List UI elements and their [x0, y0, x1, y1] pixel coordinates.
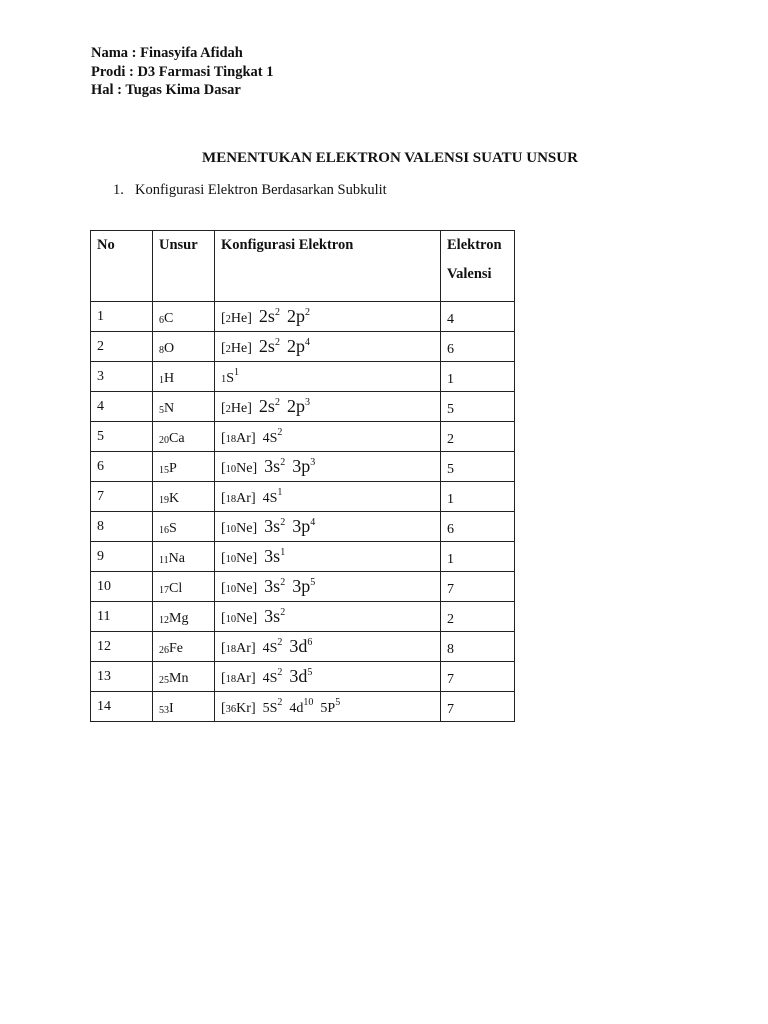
orbital: [262, 696, 283, 716]
table-row: [91, 452, 515, 482]
orbital: [292, 516, 315, 536]
orbital-label: 3s: [264, 576, 281, 596]
electron-count: 1: [280, 547, 286, 558]
atomic-number: 12: [159, 614, 169, 626]
orbital-label: 3d: [289, 636, 308, 656]
core-symbol: He: [230, 311, 248, 326]
row-number: 14: [91, 692, 153, 722]
configuration: [18Ar] $4S^2$: [221, 426, 283, 446]
orbital-label: 2s: [258, 306, 275, 326]
row-number: 8: [91, 512, 153, 542]
table-row: [91, 302, 515, 332]
core-symbol: Ar: [236, 641, 251, 656]
core-symbol: Ne: [236, 551, 253, 566]
electron-count: 5: [335, 696, 341, 708]
configuration-cell: [215, 512, 441, 542]
orbital-label: S: [226, 370, 235, 386]
section-text: Konfigurasi Elektron Berdasarkan Subkulit: [135, 182, 387, 198]
electron-count: 3: [304, 397, 310, 408]
configuration: [2He] $2s^2$ $2p^4$: [221, 336, 310, 356]
page-title: MENENTUKAN ELEKTRON VALENSI SUATU UNSUR: [202, 150, 578, 166]
valence-value: 2: [447, 431, 454, 447]
element-cell: [153, 692, 215, 722]
electron-count: 1: [277, 486, 283, 498]
orbital-label: 3p: [292, 516, 311, 536]
valence-value: 6: [447, 521, 454, 537]
row-number: 12: [91, 632, 153, 662]
orbital-label: 2p: [286, 336, 305, 356]
core-atomic-number: 18: [225, 493, 237, 505]
element-symbol: [159, 341, 174, 356]
valence-value: 4: [447, 311, 454, 327]
shell-number: 1: [221, 373, 227, 385]
electron-count: 2: [277, 637, 283, 648]
core-symbol: He: [230, 401, 248, 416]
atomic-number: 26: [159, 644, 169, 656]
orbital: [320, 696, 341, 716]
element-cell: [153, 572, 215, 602]
valence-value: 8: [447, 641, 454, 657]
orbital: [259, 336, 280, 356]
configuration: [221, 366, 240, 386]
orbital-label: 2p: [286, 306, 305, 326]
document-header: [91, 44, 273, 100]
orbital-label: 4S: [262, 490, 278, 506]
valence-cell: [441, 632, 515, 662]
configuration: [10Ne] $3s^1$: [221, 546, 286, 566]
orbital: [292, 576, 315, 596]
electron-count: 6: [307, 637, 313, 648]
configuration-cell: [215, 572, 441, 602]
core-atomic-number: 18: [225, 674, 237, 685]
valence-cell: [441, 332, 515, 362]
valence-cell: [441, 452, 515, 482]
orbital: [264, 546, 285, 566]
orbital-label: 2s: [258, 396, 275, 416]
valence-cell: [441, 662, 515, 692]
element-symbol: [159, 671, 188, 686]
table-row: [91, 482, 515, 512]
configuration: [18Ar] $4S^1$: [221, 486, 283, 506]
core-symbol: Ne: [236, 521, 253, 536]
electron-count: 3: [310, 457, 316, 468]
electron-count: 2: [274, 307, 280, 318]
configuration-cell: [215, 392, 441, 422]
header-no: No: [91, 231, 153, 302]
element-symbol: [159, 371, 174, 386]
valence-value: 7: [447, 581, 454, 597]
row-number: 6: [91, 452, 153, 482]
configuration: [18Ar] $4S^2$ $3d^6$: [221, 636, 313, 656]
orbital: [264, 516, 285, 536]
orbital-label: 3p: [292, 576, 311, 596]
orbital: [264, 606, 285, 626]
configuration: [18Ar] $4S^2$ $3d^5$: [221, 666, 313, 686]
core-atomic-number: 18: [225, 433, 237, 445]
valence-cell: [441, 422, 515, 452]
element-name: Mg: [169, 610, 189, 626]
configuration-cell: [215, 602, 441, 632]
orbital: [262, 426, 283, 446]
core-symbol: Ar: [236, 490, 251, 506]
element-cell: [153, 452, 215, 482]
element-cell: [153, 512, 215, 542]
configuration-cell: [215, 692, 441, 722]
header-unsur: Unsur: [153, 231, 215, 302]
valence-value: 2: [447, 611, 454, 627]
orbital: [287, 396, 310, 416]
configuration: [2He] $2s^2$ $2p^2$: [221, 306, 310, 326]
element-cell: [153, 302, 215, 332]
header-konfigurasi: Konfigurasi Elektron: [215, 231, 441, 302]
element-symbol: [159, 461, 177, 476]
row-number: 11: [91, 602, 153, 632]
row-number: 7: [91, 482, 153, 512]
atomic-number: 1: [159, 374, 164, 386]
valence-cell: [441, 542, 515, 572]
configuration-cell: [215, 542, 441, 572]
section-heading: [113, 182, 387, 199]
valence-table: [90, 230, 515, 722]
element-symbol: [159, 311, 173, 326]
header-valensi: Elektron Valensi: [441, 231, 515, 302]
orbital-label: 4S: [262, 641, 278, 656]
orbital-label: 3s: [264, 546, 281, 566]
orbital-label: 5S: [262, 700, 278, 716]
electron-count: 2: [304, 307, 310, 318]
configuration-cell: [215, 302, 441, 332]
orbital: [264, 576, 285, 596]
valence-value: 6: [447, 341, 454, 357]
orbital: [259, 396, 280, 416]
orbital: [289, 666, 312, 686]
orbital-label: 2s: [258, 336, 275, 356]
valence-value: 5: [447, 401, 454, 417]
orbital-label: 3p: [292, 456, 311, 476]
electron-count: 2: [280, 457, 286, 468]
atomic-number: 53: [159, 704, 169, 716]
atomic-number: 25: [159, 674, 169, 686]
configuration: [10Ne] $3s^2$ $3p^5$: [221, 576, 316, 596]
configuration: [10Ne] $3s^2$ $3p^3$: [221, 456, 316, 476]
student-name: Nama : Finasyifa Afidah: [91, 45, 243, 61]
row-number: 2: [91, 332, 153, 362]
element-symbol: [159, 431, 185, 446]
orbital-label: 3s: [264, 516, 281, 536]
atomic-number: 8: [159, 344, 164, 356]
electron-count: 2: [277, 667, 283, 678]
element-name: Cl: [169, 580, 183, 596]
core-symbol: Ar: [236, 671, 251, 686]
element-cell: [153, 632, 215, 662]
core-atomic-number: 10: [225, 614, 237, 625]
orbital: [262, 637, 283, 656]
table-row: [91, 512, 515, 542]
valence-cell: [441, 482, 515, 512]
table-row: [91, 692, 515, 722]
core-atomic-number: 2: [225, 314, 231, 325]
configuration-cell: [215, 452, 441, 482]
configuration: [36Kr] $5S^2$ $4d^{10}$ $5P^5$: [221, 696, 341, 716]
study-program: Prodi : D3 Farmasi Tingkat 1: [91, 63, 274, 80]
atomic-number: 11: [159, 554, 169, 566]
table-row: [91, 332, 515, 362]
core-symbol: Kr: [236, 700, 251, 716]
valence-value: 7: [447, 701, 454, 717]
valence-value: 1: [447, 491, 454, 507]
valence-cell: [441, 602, 515, 632]
orbital: [262, 486, 283, 506]
orbital-label: 3s: [264, 456, 281, 476]
valence-value: 7: [447, 671, 454, 687]
orbital: [292, 456, 315, 476]
table-row: [91, 362, 515, 392]
valence-cell: [441, 392, 515, 422]
core-symbol: Ne: [236, 611, 253, 626]
element-name: K: [169, 490, 180, 506]
element-cell: [153, 662, 215, 692]
table-row: [91, 602, 515, 632]
element-symbol: [159, 701, 174, 716]
orbital-label: 2p: [286, 396, 305, 416]
row-number: 13: [91, 662, 153, 692]
element-symbol: [159, 401, 174, 416]
orbital: [287, 306, 310, 326]
valence-cell: [441, 512, 515, 542]
element-symbol: [159, 611, 188, 626]
electron-count: 2: [277, 426, 283, 438]
table-row: [91, 422, 515, 452]
atomic-number: 15: [159, 464, 169, 476]
element-name: Ca: [169, 430, 185, 446]
valence-value: 1: [447, 551, 454, 567]
orbital: [289, 636, 312, 656]
element-symbol: [159, 641, 183, 656]
atomic-number: 19: [159, 494, 169, 506]
assignment-subject: Hal : Tugas Kima Dasar: [91, 82, 241, 98]
table-row: [91, 542, 515, 572]
element-cell: [153, 332, 215, 362]
core-symbol: Ar: [236, 430, 251, 446]
electron-count: 5: [310, 577, 316, 588]
core-symbol: He: [230, 341, 248, 356]
core-atomic-number: 10: [225, 524, 237, 535]
element-name: O: [164, 340, 175, 356]
orbital-label: 4d: [289, 700, 304, 716]
core-symbol: Ne: [236, 461, 253, 476]
element-cell: [153, 602, 215, 632]
core-atomic-number: 10: [225, 464, 237, 475]
element-symbol: [159, 581, 182, 596]
atomic-number: 16: [159, 524, 169, 536]
row-number: 3: [91, 362, 153, 392]
orbital-label: 3s: [264, 606, 281, 626]
configuration-cell: [215, 332, 441, 362]
core-atomic-number: 18: [225, 644, 237, 655]
configuration-cell: [215, 362, 441, 392]
atomic-number: 5: [159, 404, 164, 416]
core-atomic-number: 2: [225, 344, 231, 355]
atomic-number: 17: [159, 584, 169, 596]
electron-count: 2: [274, 397, 280, 408]
orbital-label: 4S: [262, 430, 278, 446]
orbital-label: 3d: [289, 666, 308, 686]
electron-count: 10: [303, 696, 314, 708]
element-cell: [153, 392, 215, 422]
orbital-label: 5P: [320, 700, 336, 716]
electron-count: 2: [274, 337, 280, 348]
electron-count: 2: [280, 517, 286, 528]
table-row: [91, 572, 515, 602]
valence-cell: [441, 572, 515, 602]
element-symbol: [159, 491, 179, 506]
configuration: [10Ne] $3s^2$: [221, 606, 286, 626]
electron-count: 2: [280, 577, 286, 588]
valence-value: 1: [447, 371, 454, 387]
element-name: C: [164, 310, 174, 326]
configuration-cell: [215, 662, 441, 692]
row-number: 4: [91, 392, 153, 422]
electron-count: 2: [280, 607, 286, 618]
element-symbol: [159, 551, 185, 566]
atomic-number: 20: [159, 434, 169, 446]
element-cell: [153, 482, 215, 512]
row-number: 1: [91, 302, 153, 332]
row-number: 10: [91, 572, 153, 602]
core-atomic-number: 10: [225, 554, 237, 565]
orbital: [226, 366, 240, 386]
configuration-cell: [215, 422, 441, 452]
element-cell: [153, 362, 215, 392]
electron-count: 1: [234, 366, 240, 378]
orbital: [289, 696, 314, 716]
element-name: Mn: [169, 670, 189, 686]
core-atomic-number: 10: [225, 584, 237, 595]
element-name: I: [169, 700, 174, 716]
valence-value: 5: [447, 461, 454, 477]
element-name: Fe: [169, 640, 183, 656]
electron-count: 4: [310, 517, 316, 528]
atomic-number: 6: [159, 314, 164, 326]
configuration: [10Ne] $3s^2$ $3p^4$: [221, 516, 316, 536]
core-symbol: Ne: [236, 581, 253, 596]
valence-cell: [441, 362, 515, 392]
section-number: 1.: [113, 182, 124, 198]
core-atomic-number: 2: [225, 404, 231, 415]
element-name: P: [169, 460, 177, 476]
orbital: [264, 456, 285, 476]
orbital: [287, 336, 310, 356]
element-symbol: [159, 521, 177, 536]
element-name: N: [164, 400, 175, 416]
table-header-row: [91, 231, 515, 302]
configuration-cell: [215, 482, 441, 512]
electron-count: 2: [277, 696, 283, 708]
configuration: [2He] $2s^2$ $2p^3$: [221, 396, 310, 416]
valence-cell: [441, 302, 515, 332]
element-name: H: [164, 370, 175, 386]
electron-count: 4: [304, 337, 310, 348]
element-name: Na: [168, 550, 185, 566]
valence-cell: [441, 692, 515, 722]
element-cell: [153, 542, 215, 572]
orbital: [262, 667, 283, 686]
table-row: [91, 632, 515, 662]
element-name: S: [169, 520, 177, 536]
table-row: [91, 662, 515, 692]
table-row: [91, 392, 515, 422]
row-number: 5: [91, 422, 153, 452]
element-cell: [153, 422, 215, 452]
orbital-label: 4S: [262, 671, 278, 686]
orbital: [259, 306, 280, 326]
row-number: 9: [91, 542, 153, 572]
configuration-cell: [215, 632, 441, 662]
electron-count: 5: [307, 667, 313, 678]
core-atomic-number: 36: [225, 703, 237, 715]
